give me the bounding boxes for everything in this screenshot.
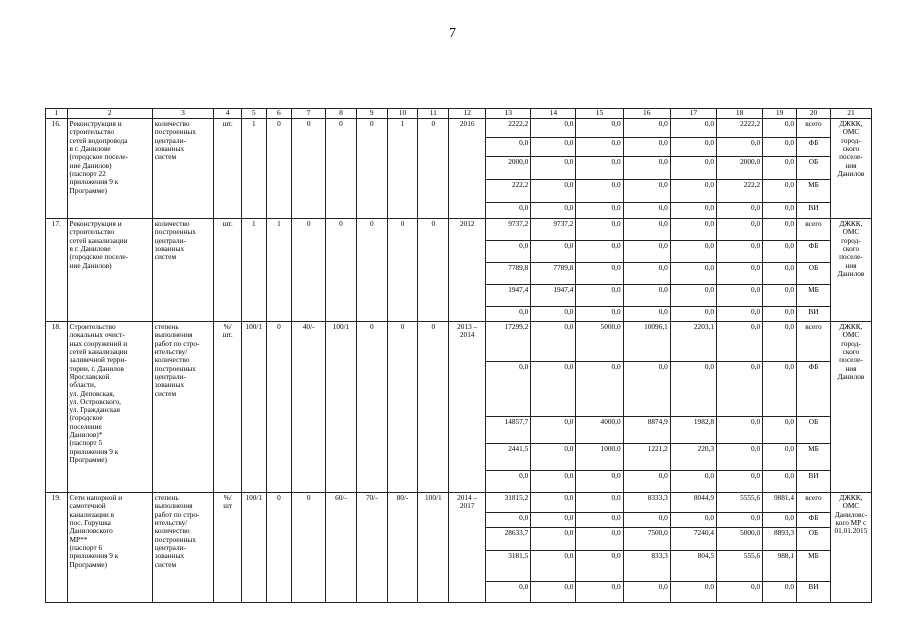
finance-value: 7789,8 bbox=[531, 263, 576, 285]
finance-value: 1947,4 bbox=[531, 285, 576, 307]
finance-source: ОБ bbox=[797, 263, 831, 285]
finance-value: 2222,2 bbox=[486, 119, 531, 138]
finance-value: 0,0 bbox=[576, 471, 623, 493]
finance-source: всего bbox=[797, 119, 831, 138]
column-header: 7 bbox=[292, 109, 326, 119]
finance-source: ФБ bbox=[797, 138, 831, 157]
finance-value: 0,0 bbox=[531, 362, 576, 417]
finance-value: 0,0 bbox=[763, 362, 797, 417]
finance-value: 0,0 bbox=[670, 138, 716, 157]
finance-value: 0,0 bbox=[716, 241, 762, 263]
finance-value: 0,0 bbox=[716, 322, 762, 362]
column-header: 2 bbox=[67, 109, 152, 119]
finance-value: 0,0 bbox=[576, 157, 623, 180]
row-number: 16. bbox=[46, 119, 68, 219]
column-header: 12 bbox=[449, 109, 486, 119]
finance-value: 0,0 bbox=[531, 582, 576, 603]
finance-value: 0,0 bbox=[623, 203, 670, 219]
finance-value: 28633,7 bbox=[486, 528, 531, 551]
indicator-value: 100/1 bbox=[418, 493, 449, 603]
finance-source: ФБ bbox=[797, 362, 831, 417]
indicator-value: 0 bbox=[418, 322, 449, 493]
row-number: 17. bbox=[46, 219, 68, 322]
finance-value: 0,0 bbox=[716, 138, 762, 157]
finance-value: 2203,1 bbox=[670, 322, 716, 362]
finance-value: 0,0 bbox=[531, 528, 576, 551]
indicator-value: 0 bbox=[266, 119, 292, 219]
indicator-value: 0 bbox=[292, 219, 326, 322]
finance-value: 0,0 bbox=[763, 157, 797, 180]
finance-value: 0,0 bbox=[763, 180, 797, 203]
indicator-value: 0 bbox=[326, 119, 357, 219]
finance-value: 17299,2 bbox=[486, 322, 531, 362]
finance-value: 8893,3 bbox=[763, 528, 797, 551]
unit-cell: шт. bbox=[214, 219, 242, 322]
column-header: 21 bbox=[830, 109, 871, 119]
indicator-value: 0 bbox=[356, 322, 387, 493]
indicator-value: 0 bbox=[266, 493, 292, 603]
finance-value: 555,6 bbox=[716, 551, 762, 582]
finance-value: 0,0 bbox=[623, 157, 670, 180]
finance-value: 0,0 bbox=[670, 471, 716, 493]
measure-name: Сети напорной и самотечной канализации в пос. Горушка Даниловского МР** (паспорт 6 приложения 9 к Программе) bbox=[67, 493, 152, 603]
finance-source: ВИ bbox=[797, 471, 831, 493]
indicator-value: 0 bbox=[418, 119, 449, 219]
finance-value: 0,0 bbox=[763, 513, 797, 528]
finance-source: МБ bbox=[797, 180, 831, 203]
finance-value: 0,0 bbox=[531, 513, 576, 528]
finance-value: 0,0 bbox=[670, 582, 716, 603]
indicator-value: 0 bbox=[387, 219, 418, 322]
finance-source: ОБ bbox=[797, 417, 831, 444]
finance-value: 0,0 bbox=[531, 444, 576, 471]
finance-value: 0,0 bbox=[531, 471, 576, 493]
finance-value: 0,0 bbox=[670, 157, 716, 180]
column-header: 1 bbox=[46, 109, 68, 119]
finance-value: 0,0 bbox=[623, 285, 670, 307]
indicator-value: 60/- bbox=[326, 493, 357, 603]
finance-value: 14857,7 bbox=[486, 417, 531, 444]
finance-value: 0,0 bbox=[716, 362, 762, 417]
finance-value: 2222,2 bbox=[716, 119, 762, 138]
indicator-value: 100/1 bbox=[241, 493, 266, 603]
column-header: 15 bbox=[576, 109, 623, 119]
finance-value: 222,2 bbox=[716, 180, 762, 203]
finance-value: 0,0 bbox=[623, 471, 670, 493]
row-number: 18. bbox=[46, 322, 68, 493]
finance-value: 804,5 bbox=[670, 551, 716, 582]
finance-value: 0,0 bbox=[670, 119, 716, 138]
finance-value: 0,0 bbox=[763, 241, 797, 263]
period-cell: 2016 bbox=[449, 119, 486, 219]
indicator-value: 1 bbox=[266, 219, 292, 322]
finance-value: 1982,8 bbox=[670, 417, 716, 444]
finance-value: 8874,9 bbox=[623, 417, 670, 444]
finance-value: 9737,2 bbox=[531, 219, 576, 241]
measure-name: Реконструкция и строительство сетей канализации в г. Данилове (городское поселе- ние Данилов) bbox=[67, 219, 152, 322]
page-number: 7 bbox=[449, 26, 456, 41]
period-cell: 2014 – 2017 bbox=[449, 493, 486, 603]
finance-value: 0,0 bbox=[623, 180, 670, 203]
finance-value: 0,0 bbox=[716, 444, 762, 471]
indicator-value: 1 bbox=[387, 119, 418, 219]
column-header: 10 bbox=[387, 109, 418, 119]
period-cell: 2012 bbox=[449, 219, 486, 322]
finance-value: 2000,0 bbox=[716, 157, 762, 180]
finance-value: 222,2 bbox=[486, 180, 531, 203]
finance-value: 31815,2 bbox=[486, 493, 531, 513]
finance-value: 7500,0 bbox=[623, 528, 670, 551]
finance-value: 0,0 bbox=[763, 219, 797, 241]
finance-value: 2441,5 bbox=[486, 444, 531, 471]
finance-value: 0,0 bbox=[716, 263, 762, 285]
finance-value: 9881,4 bbox=[763, 493, 797, 513]
finance-value: 0,0 bbox=[716, 307, 762, 322]
finance-value: 0,0 bbox=[576, 119, 623, 138]
column-header: 8 bbox=[326, 109, 357, 119]
finance-value: 0,0 bbox=[716, 219, 762, 241]
column-header: 13 bbox=[486, 109, 531, 119]
finance-value: 0,0 bbox=[623, 241, 670, 263]
finance-value: 0,0 bbox=[576, 551, 623, 582]
finance-value: 0,0 bbox=[716, 203, 762, 219]
finance-value: 3181,5 bbox=[486, 551, 531, 582]
finance-value: 0,0 bbox=[670, 241, 716, 263]
finance-value: 0,0 bbox=[531, 180, 576, 203]
indicator-value: 40/- bbox=[292, 322, 326, 493]
finance-source: ОБ bbox=[797, 157, 831, 180]
finance-value: 7789,8 bbox=[486, 263, 531, 285]
indicator-value: 0 bbox=[266, 322, 292, 493]
unit-cell: шт. bbox=[214, 119, 242, 219]
finance-value: 0,0 bbox=[531, 322, 576, 362]
finance-value: 0,0 bbox=[670, 362, 716, 417]
column-header: 3 bbox=[152, 109, 214, 119]
row-number: 19. bbox=[46, 493, 68, 603]
column-header: 19 bbox=[763, 109, 797, 119]
finance-source: ФБ bbox=[797, 241, 831, 263]
table-row bbox=[46, 493, 872, 513]
finance-source: всего bbox=[797, 322, 831, 362]
finance-value: 0,0 bbox=[576, 285, 623, 307]
finance-value: 0,0 bbox=[576, 362, 623, 417]
finance-value: 0,0 bbox=[716, 471, 762, 493]
finance-source: МБ bbox=[797, 551, 831, 582]
responsible-cell: ДЖКК, ОМС город- ского поселе- ния Данилов bbox=[830, 119, 871, 219]
finance-value: 4000,0 bbox=[576, 417, 623, 444]
finance-value: 0,0 bbox=[763, 119, 797, 138]
finance-value: 0,0 bbox=[576, 180, 623, 203]
finance-source: ВИ bbox=[797, 582, 831, 603]
finance-value: 0,0 bbox=[531, 551, 576, 582]
finance-value: 0,0 bbox=[670, 263, 716, 285]
finance-value: 8044,9 bbox=[670, 493, 716, 513]
finance-value: 0,0 bbox=[486, 203, 531, 219]
finance-value: 0,0 bbox=[486, 362, 531, 417]
finance-value: 0,0 bbox=[531, 417, 576, 444]
finance-value: 0,0 bbox=[623, 362, 670, 417]
indicator-name: количество построенных централи- зованных систем bbox=[152, 119, 214, 219]
indicator-name: количество построенных централи- зованных систем bbox=[152, 219, 214, 322]
finance-value: 0,0 bbox=[763, 263, 797, 285]
indicator-value: 80/- bbox=[387, 493, 418, 603]
table-row bbox=[46, 119, 872, 138]
finance-value: 0,0 bbox=[576, 513, 623, 528]
finance-source: ВИ bbox=[797, 203, 831, 219]
finance-value: 1221,2 bbox=[623, 444, 670, 471]
indicator-value: 0 bbox=[356, 119, 387, 219]
finance-value: 0,0 bbox=[763, 417, 797, 444]
finance-value: 0,0 bbox=[670, 219, 716, 241]
finance-value: 0,0 bbox=[576, 493, 623, 513]
finance-value: 0,0 bbox=[623, 513, 670, 528]
finance-value: 0,0 bbox=[531, 203, 576, 219]
indicator-value: 100/1 bbox=[241, 322, 266, 493]
indicator-value: 0 bbox=[418, 219, 449, 322]
column-header: 9 bbox=[356, 109, 387, 119]
finance-value: 0,0 bbox=[670, 203, 716, 219]
column-header: 14 bbox=[531, 109, 576, 119]
finance-value: 2000,0 bbox=[486, 157, 531, 180]
finance-value: 1000,0 bbox=[576, 444, 623, 471]
finance-value: 988,1 bbox=[763, 551, 797, 582]
column-header: 4 bbox=[214, 109, 242, 119]
indicator-value: 100/1 bbox=[326, 322, 357, 493]
finance-value: 0,0 bbox=[670, 513, 716, 528]
finance-value: 5000,0 bbox=[716, 528, 762, 551]
finance-value: 0,0 bbox=[486, 471, 531, 493]
finance-value: 1947,4 bbox=[486, 285, 531, 307]
unit-cell: %/ шт bbox=[214, 493, 242, 603]
indicator-value: 0 bbox=[387, 322, 418, 493]
indicator-value: 0 bbox=[292, 493, 326, 603]
finance-value: 0,0 bbox=[531, 138, 576, 157]
finance-value: 0,0 bbox=[576, 582, 623, 603]
table-row bbox=[46, 219, 872, 241]
indicator-value: 0 bbox=[326, 219, 357, 322]
finance-value: 0,0 bbox=[486, 307, 531, 322]
finance-value: 0,0 bbox=[531, 307, 576, 322]
responsible-cell: ДЖКК, ОМС Даниловс- кого МР с 01.01.2015 bbox=[830, 493, 871, 603]
finance-source: ВИ bbox=[797, 307, 831, 322]
finance-value: 0,0 bbox=[623, 219, 670, 241]
finance-value: 0,0 bbox=[763, 471, 797, 493]
finance-value: 0,0 bbox=[531, 119, 576, 138]
finance-value: 9737,2 bbox=[486, 219, 531, 241]
finance-value: 0,0 bbox=[716, 285, 762, 307]
header-row bbox=[46, 109, 872, 119]
finance-value: 833,3 bbox=[623, 551, 670, 582]
finance-value: 0,0 bbox=[486, 241, 531, 263]
finance-value: 0,0 bbox=[623, 138, 670, 157]
indicator-value: 70/- bbox=[356, 493, 387, 603]
finance-value: 0,0 bbox=[763, 582, 797, 603]
column-header: 18 bbox=[716, 109, 762, 119]
finance-value: 0,0 bbox=[531, 157, 576, 180]
finance-value: 0,0 bbox=[576, 528, 623, 551]
finance-source: МБ bbox=[797, 444, 831, 471]
finance-value: 0,0 bbox=[486, 513, 531, 528]
column-header: 20 bbox=[797, 109, 831, 119]
finance-value: 0,0 bbox=[716, 513, 762, 528]
finance-value: 0,0 bbox=[531, 493, 576, 513]
finance-value: 0,0 bbox=[670, 285, 716, 307]
finance-value: 0,0 bbox=[623, 263, 670, 285]
finance-value: 0,0 bbox=[670, 180, 716, 203]
finance-source: ОБ bbox=[797, 528, 831, 551]
finance-value: 0,0 bbox=[763, 203, 797, 219]
finance-value: 0,0 bbox=[576, 138, 623, 157]
table-row bbox=[46, 322, 872, 362]
finance-value: 0,0 bbox=[486, 582, 531, 603]
finance-value: 0,0 bbox=[576, 203, 623, 219]
finance-value: 10096,1 bbox=[623, 322, 670, 362]
program-table bbox=[45, 108, 872, 603]
indicator-value: 1 bbox=[241, 219, 266, 322]
finance-value: 0,0 bbox=[763, 138, 797, 157]
finance-value: 0,0 bbox=[623, 119, 670, 138]
indicator-name: степень выполнения работ по стро- ительству/ количество построенных централи- зованных систем bbox=[152, 322, 214, 493]
finance-source: МБ bbox=[797, 285, 831, 307]
indicator-value: 1 bbox=[241, 119, 266, 219]
finance-value: 0,0 bbox=[576, 219, 623, 241]
indicator-name: степень выполнения работ по стро- ительству/ количество построенных централи- зованных систем bbox=[152, 493, 214, 603]
finance-value: 0,0 bbox=[576, 263, 623, 285]
finance-value: 220,3 bbox=[670, 444, 716, 471]
measure-name: Строительство локальных очист- ных сооружений и сетей канализации заливечной терри- тории, г. Данилов Ярославской области, ул. Деповская, ул. Островского, ул. Гражданская (городское поселение Данилов)* (паспорт 5 приложения 9 к Программе) bbox=[67, 322, 152, 493]
finance-value: 0,0 bbox=[576, 307, 623, 322]
finance-source: всего bbox=[797, 493, 831, 513]
column-header: 16 bbox=[623, 109, 670, 119]
unit-cell: %/ шт. bbox=[214, 322, 242, 493]
finance-value: 0,0 bbox=[716, 417, 762, 444]
finance-value: 0,0 bbox=[763, 322, 797, 362]
responsible-cell: ДЖКК, ОМС город- ского поселе- ния Данилов bbox=[830, 322, 871, 493]
finance-value: 5000,0 bbox=[576, 322, 623, 362]
indicator-value: 0 bbox=[292, 119, 326, 219]
finance-value: 0,0 bbox=[576, 241, 623, 263]
responsible-cell: ДЖКК, ОМС город- ского поселе- ния Данилов bbox=[830, 219, 871, 322]
measure-name: Реконструкция и строительство сетей водопровода в г. Данилове (городское поселе- ние Данилов) (паспорт 22 приложения 9 к Программе) bbox=[67, 119, 152, 219]
period-cell: 2013 – 2014 bbox=[449, 322, 486, 493]
indicator-value: 0 bbox=[356, 219, 387, 322]
finance-source: всего bbox=[797, 219, 831, 241]
finance-value: 0,0 bbox=[763, 307, 797, 322]
finance-value: 0,0 bbox=[670, 307, 716, 322]
finance-value: 0,0 bbox=[623, 582, 670, 603]
finance-value: 0,0 bbox=[763, 285, 797, 307]
column-header: 6 bbox=[266, 109, 292, 119]
finance-source: ФБ bbox=[797, 513, 831, 528]
column-header: 17 bbox=[670, 109, 716, 119]
finance-value: 5555,6 bbox=[716, 493, 762, 513]
column-header: 5 bbox=[241, 109, 266, 119]
finance-value: 0,0 bbox=[716, 582, 762, 603]
finance-value: 0,0 bbox=[486, 138, 531, 157]
finance-value: 7240,4 bbox=[670, 528, 716, 551]
finance-value: 0,0 bbox=[531, 241, 576, 263]
finance-value: 0,0 bbox=[623, 307, 670, 322]
finance-value: 0,0 bbox=[763, 444, 797, 471]
column-header: 11 bbox=[418, 109, 449, 119]
finance-value: 8333,3 bbox=[623, 493, 670, 513]
